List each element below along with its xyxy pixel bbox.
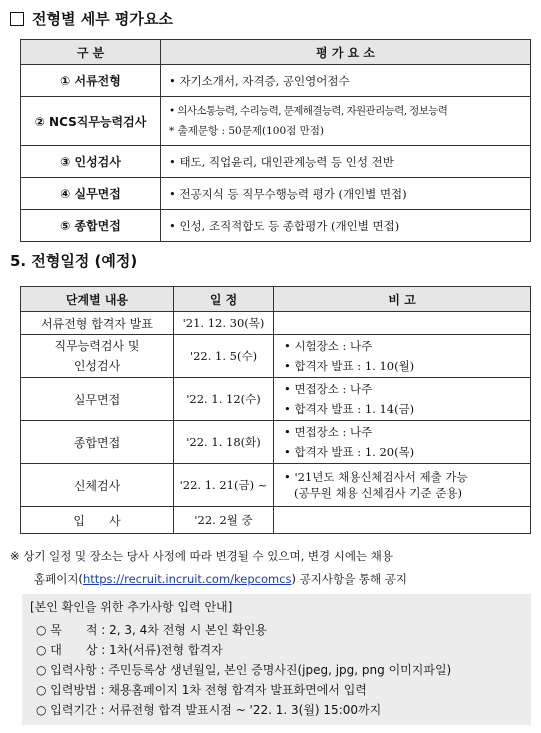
- schedule-header-row: [21, 287, 531, 312]
- table-row: [21, 507, 531, 534]
- stage-name: 서류전형 합격자 발표: [21, 312, 174, 335]
- identity-info-panel: [22, 594, 531, 725]
- stage-notes: • '21년도 채용신체검사서 제출 가능 (공무원 채용 신체검사 기준 준용): [274, 464, 531, 507]
- checkbox-square-icon: [10, 12, 24, 26]
- schedule-table: [20, 286, 531, 534]
- stage-label: ⑤ 종합면접: [21, 210, 161, 242]
- stage-label: ② NCS직무능력검사: [21, 97, 161, 146]
- notice-line-2: 홈페이지(https://recruit.incruit.com/kepcomcs) 공지사항을 통해 공지: [34, 572, 407, 586]
- schedule-notice: [10, 545, 535, 591]
- panel-title: [본인 확인을 위한 추가사항 입력 안내]: [30, 600, 233, 614]
- stage-name: 신체검사: [21, 464, 174, 507]
- stage-label: ① 서류전형: [21, 65, 161, 97]
- stage-date: '22. 1. 18(화): [174, 421, 274, 464]
- stage-date: '22. 1. 12(수): [174, 378, 274, 421]
- table-row: [21, 378, 531, 421]
- stage-details: • 전공지식 등 직무수행능력 평가 (개인별 면접): [161, 178, 531, 210]
- notice-line-1: ※ 상기 일정 및 장소는 당사 사정에 따라 변경될 수 있으며, 변경 시에는 채용: [10, 549, 393, 563]
- stage-label: ④ 실무면접: [21, 178, 161, 210]
- header-date: 일 정: [174, 287, 274, 312]
- stage-name: 입 사: [21, 507, 174, 534]
- stage-notes: • 시험장소 : 나주 • 합격자 발표 : 1. 10(월): [274, 335, 531, 378]
- stage-notes: • 면접장소 : 나주 • 합격자 발표 : 1. 14(금): [274, 378, 531, 421]
- table-row: [21, 312, 531, 335]
- table-row: [21, 178, 531, 210]
- section1-title-text: 전형별 세부 평가요소: [32, 10, 173, 28]
- stage-date: '21. 12. 30(목): [174, 312, 274, 335]
- evaluation-table: [20, 39, 531, 242]
- panel-item: ○ 입력사항 : 주민등록상 생년월일, 본인 증명사진(jpeg, jpg, png 이미지파일): [36, 663, 452, 677]
- stage-label: ③ 인성검사: [21, 146, 161, 178]
- header-category: 구 분: [21, 40, 161, 65]
- panel-item: ○ 입력방법 : 채용홈페이지 1차 전형 합격자 발표화면에서 입력: [36, 683, 367, 697]
- table-row: [21, 464, 531, 507]
- stage-notes: [274, 507, 531, 534]
- stage-date: '22. 2월 중: [174, 507, 274, 534]
- evaluation-header-row: [21, 40, 531, 65]
- stage-notes: [274, 312, 531, 335]
- header-stage: 단계별 내용: [21, 287, 174, 312]
- table-row: [21, 65, 531, 97]
- stage-notes: • 면접장소 : 나주 • 합격자 발표 : 1. 20(목): [274, 421, 531, 464]
- table-row: [21, 146, 531, 178]
- stage-details: • 의사소통능력, 수리능력, 문제해결능력, 자원관리능력, 정보능력 * 출제문항 : 50문제(100점 만점): [161, 97, 531, 146]
- section2-title: 5. 전형일정 (예정): [10, 252, 138, 270]
- header-notes: 비 고: [274, 287, 531, 312]
- stage-date: '22. 1. 5(수): [174, 335, 274, 378]
- section1-title: [10, 8, 173, 29]
- panel-item: ○ 대 상 : 1차(서류)전형 합격자: [36, 643, 223, 657]
- panel-item: ○ 입력기간 : 서류전형 합격 발표시점 ~ '22. 1. 3(월) 15:00까지: [36, 703, 382, 717]
- stage-name: 실무면접: [21, 378, 174, 421]
- table-row: [21, 335, 531, 378]
- table-row: [21, 210, 531, 242]
- recruit-homepage-link[interactable]: https://recruit.incruit.com/kepcomcs: [82, 572, 292, 586]
- table-row: [21, 97, 531, 146]
- stage-name: 종합면접: [21, 421, 174, 464]
- stage-name: 직무능력검사 및 인성검사: [21, 335, 174, 378]
- header-elements: 평 가 요 소: [161, 40, 531, 65]
- stage-date: '22. 1. 21(금) ~: [174, 464, 274, 507]
- stage-details: • 태도, 직업윤리, 대인관계능력 등 인성 전반: [161, 146, 531, 178]
- panel-item: ○ 목 적 : 2, 3, 4차 전형 시 본인 확인용: [36, 623, 267, 637]
- stage-details: • 자기소개서, 자격증, 공인영어점수: [161, 65, 531, 97]
- stage-details: • 인성, 조직적합도 등 종합평가 (개인별 면접): [161, 210, 531, 242]
- table-row: [21, 421, 531, 464]
